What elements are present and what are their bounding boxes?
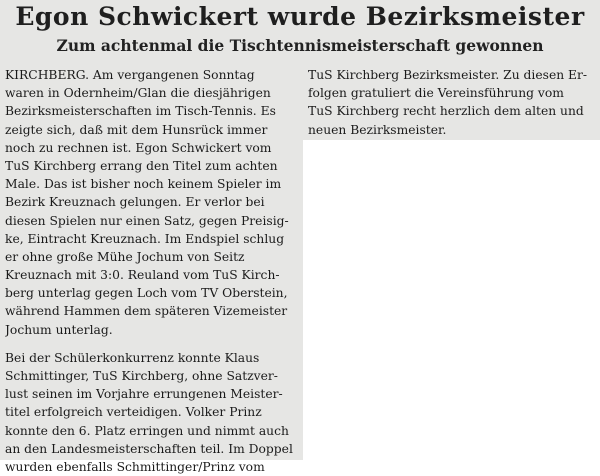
paragraph-1 <box>5 66 293 339</box>
left-column <box>5 66 293 476</box>
text-line: berg unterlag gegen Loch vom TV Oberstein, <box>5 286 288 301</box>
text-line: während Hammen dem späteren Vizemeister <box>5 304 288 319</box>
text-line: konnte den 6. Platz erringen und nimmt auch <box>5 423 289 438</box>
paragraph-gap <box>5 339 293 349</box>
paragraph-3 <box>308 66 594 139</box>
text-line: TuS Kirchberg recht herzlich dem alten und <box>308 104 584 119</box>
text-line: folgen gratuliert die Vereinsführung vom <box>308 86 564 101</box>
text-line: neuen Bezirksmeister. <box>308 122 447 137</box>
article-headline: Egon Schwickert wurde Bezirksmeister <box>15 2 585 31</box>
text-line: diesen Spielen nur einen Satz, gegen Preisig- <box>5 213 289 228</box>
text-line: an den Landesmeisterschaften teil. Im Doppel <box>5 441 293 456</box>
article-subheadline: Zum achtenmal die Tischtennismeisterschaft gewonnen <box>56 36 544 55</box>
text-line: lust seinen im Vorjahre errungenen Meister- <box>5 387 283 402</box>
paragraph-2 <box>5 349 293 476</box>
text-line: KIRCHBERG. Am vergangenen Sonntag <box>5 68 255 82</box>
text-line: wurden ebenfalls Schmittinger/Prinz vom <box>5 459 265 474</box>
text-line: Bei der Schülerkonkurrenz konnte Klaus <box>5 350 260 365</box>
text-line: TuS Kirchberg errang den Titel zum achten <box>5 158 278 173</box>
text-line: Bezirksmeisterschaften im Tisch-Tennis. Es <box>5 104 276 119</box>
text-line: TuS Kirchberg Bezirksmeister. Zu diesen Er- <box>308 68 588 82</box>
text-line: waren in Odernheim/Glan die diesjährigen <box>5 86 271 101</box>
text-line: Bezirk Kreuznach gelungen. Er verlor bei <box>5 195 265 210</box>
text-line: zeigte sich, daß mit dem Hunsrück immer <box>5 122 268 137</box>
text-line: noch zu rechnen ist. Egon Schwickert vom <box>5 140 272 155</box>
text-line: ke, Eintracht Kreuznach. Im Endspiel schlug <box>5 231 285 246</box>
text-line: er ohne große Mühe Jochum von Seitz <box>5 249 245 264</box>
text-line: Jochum unterlag. <box>5 322 113 337</box>
text-line: Schmittinger, TuS Kirchberg, ohne Satzver- <box>5 369 278 383</box>
text-line: Male. Das ist bisher noch keinem Spieler im <box>5 177 282 192</box>
right-column <box>308 66 594 139</box>
text-line: titel erfolgreich verteidigen. Volker Prinz <box>5 405 262 420</box>
text-line: Kreuznach mit 3:0. Reuland vom TuS Kirch- <box>5 268 280 283</box>
